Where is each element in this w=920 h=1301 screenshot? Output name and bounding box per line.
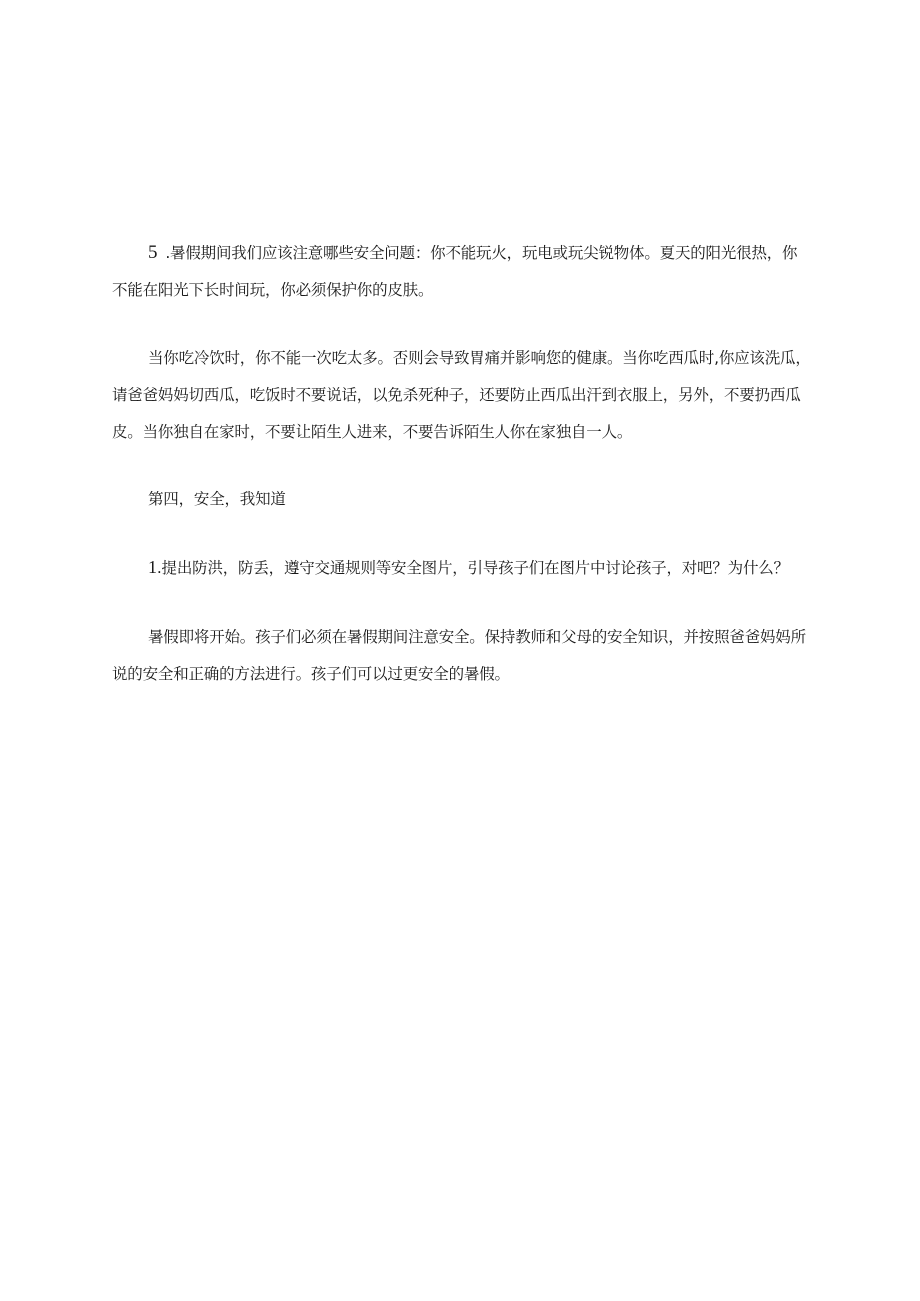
paragraph-text: .提出防洪，防丢，遵守交通规则等安全图片，引导孩子们在图片中讨论孩子，对吧？为什么？	[156, 559, 789, 577]
paragraph-summer-conclusion	[112, 619, 812, 693]
paragraph-summer-safety-questions	[112, 234, 812, 309]
paragraph-text: 当你吃冷饮时，你不能一次吃太多。否则会导致胃痛并影响您的健康。当你吃西瓜时,你应该洗瓜，请爸爸妈妈切西瓜，吃饭时不要说话，以免杀死种子，还要防止西瓜出汗到衣服上，另外，不要扔西瓜皮。当你独自在家时，不要让陌生人进来，不要告诉陌生人你在家独自一人。	[112, 349, 811, 441]
heading-text: 第四，安全，我知道	[148, 490, 286, 508]
item-number: 1	[148, 557, 157, 577]
paragraph-safety-pictures	[112, 549, 812, 587]
item-number: 5	[148, 242, 158, 263]
paragraph-text: .暑假期间我们应该注意哪些安全问题：你不能玩火，玩电或玩尖锐物体。夏天的阳光很热，你不能在阳光下长时间玩，你必须保护你的皮肤。	[112, 244, 798, 299]
section-heading-safety	[112, 481, 812, 518]
paragraph-text: 暑假即将开始。孩子们必须在暑假期间注意安全。保持教师和父母的安全知识，并按照爸爸妈妈所说的安全和正确的方法进行。孩子们可以过更安全的暑假。	[112, 628, 806, 683]
paragraph-cold-drinks-watermelon	[112, 340, 812, 451]
